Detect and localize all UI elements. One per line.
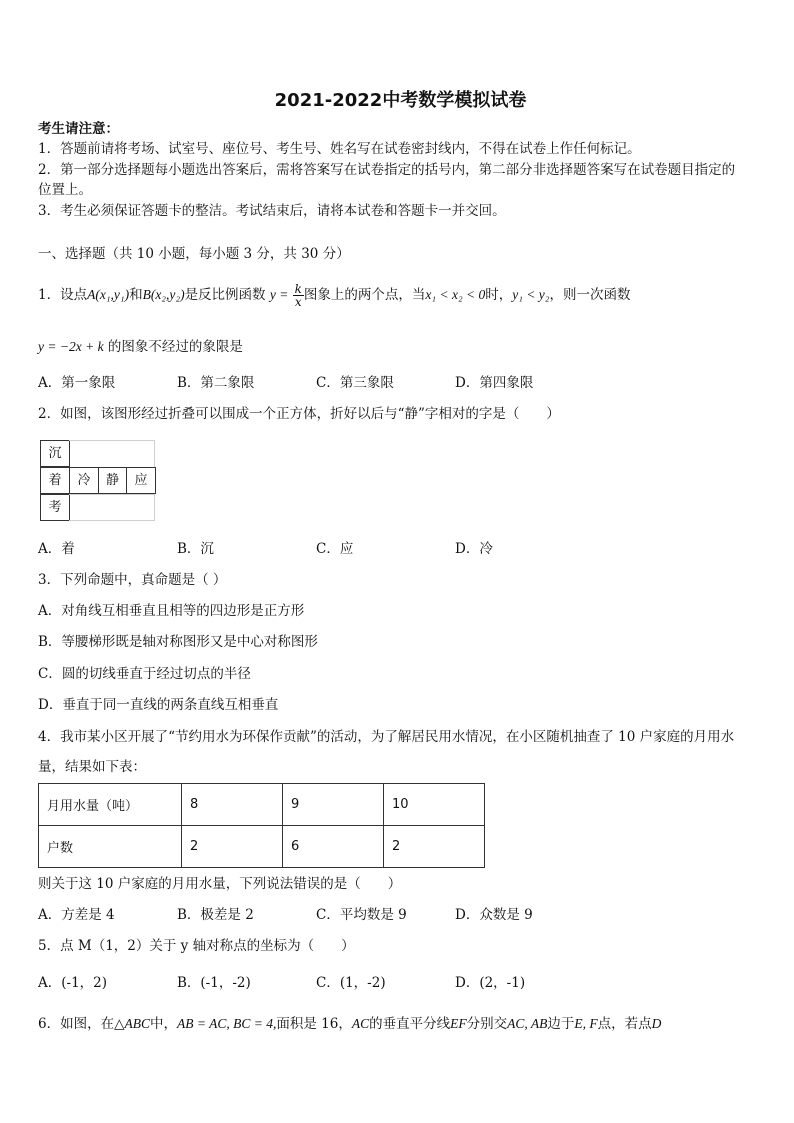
table-cell: 10: [384, 784, 485, 826]
section-heading: 一、选择题（共 10 小题，每小题 3 分，共 30 分）: [38, 246, 350, 262]
option-b[interactable]: B．(-1，-2): [177, 975, 251, 991]
condition: AB = AC, BC = 4,: [176, 1016, 277, 1031]
question-1-options: [38, 373, 594, 393]
option-d[interactable]: D．冷: [455, 541, 493, 557]
fraction-denominator: x: [294, 295, 302, 309]
segment-ac: AC: [351, 1016, 370, 1031]
point-a: A(x₁,y₁): [87, 287, 130, 302]
net-cell: 静: [98, 467, 127, 494]
option-d[interactable]: D．垂直于同一直线的两条直线互相垂直: [38, 697, 279, 713]
option-a[interactable]: A．第一象限: [38, 375, 116, 391]
sides-ac-ab: AC, AB: [507, 1016, 548, 1031]
option-b[interactable]: B．第二象限: [177, 375, 255, 391]
page-title: 2021-2022中考数学模拟试卷: [274, 90, 527, 111]
q6-text: 分别交: [466, 1016, 508, 1032]
question-4-options: [38, 905, 594, 925]
table-cell: 8: [182, 784, 283, 826]
q6-text: 边于: [547, 1016, 575, 1032]
table-cell: 户数: [39, 826, 182, 868]
option-d[interactable]: D．第四象限: [455, 375, 534, 391]
notice-heading: 考生请注意：: [38, 121, 119, 137]
option-a[interactable]: A．方差是 4: [38, 907, 115, 923]
notice-item: 3．考生必须保证答题卡的整洁。考试结束后，请将本试卷和答题卡一并交回。: [38, 203, 506, 219]
water-usage-table: [38, 783, 485, 868]
net-cell: 着: [40, 467, 70, 494]
option-a[interactable]: A．对角线互相垂直且相等的四边形是正方形: [38, 603, 305, 619]
notice-item: 1．答题前请将考场、试室号、座位号、考生号、姓名写在试卷密封线内，不得在试卷上作任何标记。: [38, 141, 641, 157]
q6-text: 点，若点: [597, 1016, 652, 1032]
q1-text: 图象上的两个点，当: [303, 287, 426, 303]
table-cell: 2: [384, 826, 485, 868]
q6-text: 中，: [149, 1016, 177, 1032]
q6-text: 的垂直平分线: [369, 1016, 451, 1032]
table-row: [39, 826, 485, 868]
notice-item: 位置上。: [38, 182, 92, 198]
condition-y: y₁ < y₂: [512, 287, 550, 302]
option-c[interactable]: C．应: [316, 541, 354, 557]
option-a[interactable]: A．(-1，2): [38, 975, 108, 991]
question-4-stem: 4．我市某小区开展了“节约用水为环保作贡献”的活动，为了解居民用水情况，在小区随机抽查了 10 户家庭的月用水: [38, 729, 735, 745]
question-5-options: [38, 973, 594, 993]
net-ghost-edge: [69, 494, 155, 521]
option-c[interactable]: C．(1，-2): [316, 975, 386, 991]
q1-text: 1．设点: [38, 287, 88, 303]
q6-text: 面积是 16，: [276, 1016, 352, 1032]
points-e-f: E, F: [574, 1016, 598, 1031]
question-1-stem: [38, 283, 631, 308]
table-cell: 月用水量（吨）: [39, 784, 182, 826]
fraction-k-over-x: [293, 283, 304, 308]
net-cell: 沉: [40, 440, 70, 467]
table-row: [39, 784, 485, 826]
q1-text: 的图象不经过的象限是: [107, 339, 243, 355]
option-c[interactable]: C．第三象限: [316, 375, 394, 391]
point-b: B(x₂,y₂): [142, 287, 185, 302]
table-cell: 2: [182, 826, 283, 868]
net-cell: 考: [40, 494, 70, 521]
fraction-numerator: k: [294, 282, 302, 296]
option-a[interactable]: A．着: [38, 541, 75, 557]
question-4-stem-cont: 量，结果如下表：: [38, 759, 146, 775]
question-5-stem: 5．点 M（1，2）关于 y 轴对称点的坐标为（ ）: [38, 938, 355, 954]
question-6-stem: [38, 1014, 661, 1034]
net-ghost-edge: [69, 440, 155, 467]
q1-text: 时，: [485, 287, 513, 303]
question-4-question: 则关于这 10 户家庭的月用水量，下列说法错误的是（ ）: [38, 876, 402, 892]
triangle-abc: △ABC: [114, 1016, 150, 1031]
question-1-line2: [38, 337, 243, 357]
notice-item: 2．第一部分选择题每小题选出答案后，需将答案写在试卷指定的括号内，第二部分非选择题答案写在试卷题目指定的: [38, 162, 736, 178]
option-b[interactable]: B．等腰梯形既是轴对称图形又是中心对称图形: [38, 634, 318, 650]
segment-ef: EF: [450, 1016, 467, 1031]
q1-text: 是反比例函数: [184, 287, 266, 303]
net-cell: 冷: [69, 467, 99, 494]
function-lhs: y =: [269, 287, 289, 302]
option-d[interactable]: D．(2，-1): [455, 975, 526, 991]
option-b[interactable]: B．沉: [177, 541, 214, 557]
question-2-options: [38, 539, 594, 559]
point-d: D: [651, 1016, 662, 1031]
condition-x: x₁ < x₂ < 0: [425, 287, 486, 302]
option-c[interactable]: C．圆的切线垂直于经过切点的半径: [38, 666, 251, 682]
linear-function: y = −2x + k: [38, 339, 104, 354]
question-3-stem: 3．下列命题中，真命题是（ ）: [38, 572, 227, 588]
q1-text: 和: [129, 287, 143, 303]
option-b[interactable]: B．极差是 2: [177, 907, 254, 923]
q6-text: 6．如图，在: [38, 1016, 115, 1032]
table-cell: 9: [283, 784, 384, 826]
table-cell: 6: [283, 826, 384, 868]
net-cell: 应: [126, 467, 156, 494]
q1-text: ，则一次函数: [549, 287, 631, 303]
option-c[interactable]: C．平均数是 9: [316, 907, 407, 923]
option-d[interactable]: D．众数是 9: [455, 907, 533, 923]
question-2-stem: 2．如图，该图形经过折叠可以围成一个正方体，折好以后与“静”字相对的字是（ ）: [38, 406, 560, 422]
